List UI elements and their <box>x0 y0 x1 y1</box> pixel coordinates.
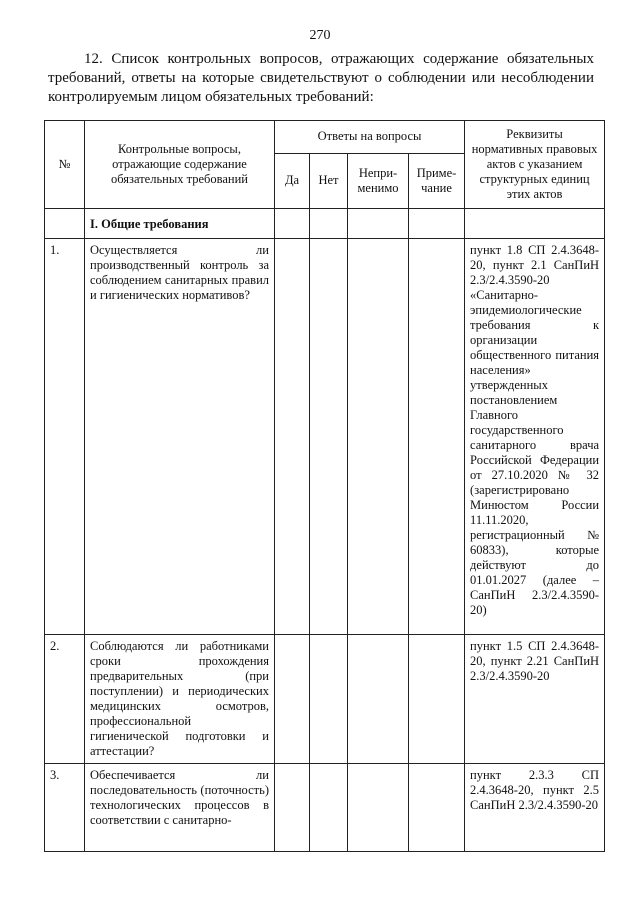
row-num: 2. <box>45 635 85 764</box>
answer-yes-cell <box>275 635 310 764</box>
answer-no-cell <box>310 764 348 852</box>
row-question: Обеспечивается ли последовательность (поточность) технологических процессов в соответствии с санитарно- <box>85 764 275 852</box>
header-refs: Реквизиты нормативных правовых актов с указанием структурных единиц этих актов <box>465 121 605 209</box>
table-row <box>45 635 605 764</box>
answer-note-cell <box>409 635 465 764</box>
answer-yes-cell <box>275 764 310 852</box>
answer-yes-cell <box>275 239 310 635</box>
answer-note-cell <box>409 239 465 635</box>
checklist-heading: 12. Список контрольных вопросов, отражающих содержание обязательных требований, ответы на которые свидетельствуют о соблюдении или несоблюдении контролируемым лицом обязательных требований: <box>48 51 594 105</box>
row-question: Осуществляется ли производственный контроль за соблюдением санитарных правил и гигиенических нормативов? <box>85 239 275 635</box>
row-refs: пункт 1.5 СП 2.4.3648-20, пункт 2.21 СанПиН 2.3/2.4.3590-20 <box>465 635 605 764</box>
header-note: Приме-чание <box>409 153 465 208</box>
answer-na-cell <box>348 764 409 852</box>
row-refs: пункт 1.8 СП 2.4.3648-20, пункт 2.1 СанПиН 2.3/2.4.3590-20 «Санитарно-эпидемиологические требования к организации общественного питания населения» утвержденных постановлением Главного государственного санитарного врача Российской Федерации от 27.10.2020 № 32 (зарегистрировано Минюстом России 11.11.2020, регистрационный № 60833), которые действуют до 01.01.2027 (далее – СанПиН 2.3/2.4.3590-20) <box>465 239 605 635</box>
answer-na-cell <box>348 239 409 635</box>
table-header-row-1 <box>45 121 605 154</box>
table-row <box>45 239 605 635</box>
table-row <box>45 764 605 852</box>
row-refs: пункт 2.3.3 СП 2.4.3648-20, пункт 2.5 СанПиН 2.3/2.4.3590-20 <box>465 764 605 852</box>
header-na: Непри-менимо <box>348 153 409 208</box>
header-questions: Контрольные вопросы, отражающие содержание обязательных требований <box>85 121 275 209</box>
section-title: I. Общие требования <box>85 209 275 239</box>
answer-na-cell <box>348 635 409 764</box>
row-question: Соблюдаются ли работниками сроки прохождения предварительных (при поступлении) и периодических медицинских осмотров, профессиональной гигиенической подготовки и аттестации? <box>85 635 275 764</box>
header-yes: Да <box>275 153 310 208</box>
header-num: № <box>45 121 85 209</box>
section-row <box>45 209 605 239</box>
answer-no-cell <box>310 635 348 764</box>
page-number: 270 <box>309 28 331 43</box>
answer-no-cell <box>310 239 348 635</box>
header-answers: Ответы на вопросы <box>275 121 465 154</box>
answer-note-cell <box>409 764 465 852</box>
row-num: 3. <box>45 764 85 852</box>
row-num: 1. <box>45 239 85 635</box>
section-num-cell <box>45 209 85 239</box>
header-no: Нет <box>310 153 348 208</box>
checklist-table <box>44 120 605 852</box>
